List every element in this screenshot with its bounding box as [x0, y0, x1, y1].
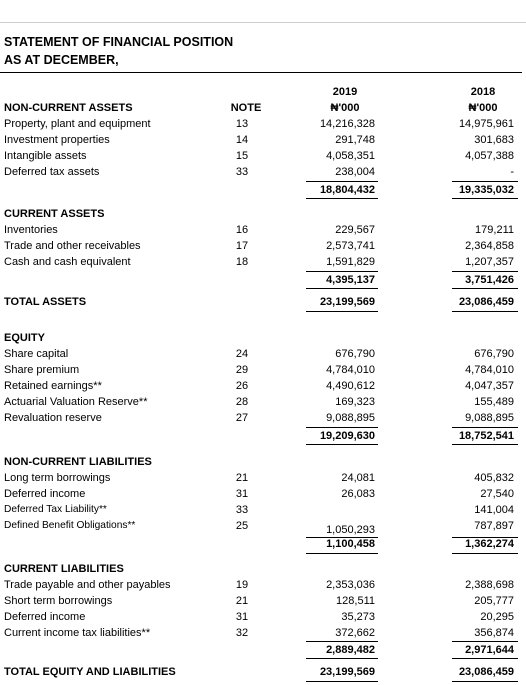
value-2019: 291,748: [335, 134, 375, 146]
value-2019: 169,323: [335, 396, 375, 408]
table-row: [0, 518, 526, 534]
value-2019: 9,088,895: [326, 412, 375, 424]
row-note: 25: [235, 520, 249, 532]
value-2018: 4,784,010: [465, 364, 514, 376]
row-note: 26: [235, 380, 249, 392]
subtotal-2019: 2,889,482: [326, 644, 375, 656]
value-2018: 787,897: [474, 520, 514, 532]
value-2018: 27,540: [480, 488, 514, 500]
row-note: 19: [235, 579, 249, 591]
total-equity-liabilities-2018: 23,086,459: [458, 666, 514, 678]
row-note: 14: [235, 134, 249, 146]
total-underline: [452, 553, 518, 554]
total-underline: [306, 681, 378, 682]
subtotal-2018: 1,362,274: [465, 538, 514, 550]
value-2018: 405,832: [474, 472, 514, 484]
row-label: Inventories: [4, 224, 58, 236]
table-row: [0, 148, 526, 164]
row-note: 29: [235, 364, 249, 376]
row-label: Revaluation reserve: [4, 412, 102, 424]
total-underline: [306, 198, 378, 199]
row-label: Trade payable and other payables: [4, 579, 171, 591]
value-2019: 1,050,293: [326, 524, 375, 536]
row-label: Deferred income: [4, 488, 86, 500]
value-2018: 2,364,858: [465, 240, 514, 252]
year-2018-header: 2018: [470, 86, 496, 98]
value-2018: 2,388,698: [465, 579, 514, 591]
total-underline: [306, 444, 378, 445]
subtotal-row: [0, 642, 526, 658]
subtotal-2018: 3,751,426: [465, 274, 514, 286]
value-2018: 301,683: [474, 134, 514, 146]
total-underline: [452, 658, 518, 659]
subtotal-row: [0, 272, 526, 288]
total-underline: [452, 198, 518, 199]
value-2019: 14,216,328: [319, 118, 375, 130]
table-row: [0, 116, 526, 132]
table-row: [0, 378, 526, 394]
row-label: Trade and other receivables: [4, 240, 141, 252]
row-note: 18: [235, 256, 249, 268]
value-2019: 35,273: [341, 611, 375, 623]
row-note: 28: [235, 396, 249, 408]
row-note: 33: [235, 504, 249, 516]
row-label: Cash and cash equivalent: [4, 256, 131, 268]
value-2018: 676,790: [474, 348, 514, 360]
row-label: Intangible assets: [4, 150, 87, 162]
row-note: 33: [235, 166, 249, 178]
table-row: [0, 132, 526, 148]
subtotal-row: [0, 182, 526, 198]
title-underline: [0, 72, 522, 73]
row-label: Deferred income: [4, 611, 86, 623]
unit-header-row: [0, 100, 526, 116]
total-underline: [306, 288, 378, 289]
value-2018: 1,207,357: [465, 256, 514, 268]
table-row: [0, 254, 526, 270]
value-2018: 179,211: [475, 224, 514, 236]
row-note: 24: [235, 348, 249, 360]
section-heading-current-liabilities: CURRENT LIABILITIES: [4, 563, 124, 575]
value-2018: 4,057,388: [465, 150, 514, 162]
row-label: Share premium: [4, 364, 80, 376]
value-2019: 238,004: [335, 166, 375, 178]
table-row: [0, 346, 526, 362]
row-label: Investment properties: [4, 134, 110, 146]
section-heading-row: [0, 561, 526, 577]
total-equity-liabilities-2019: 23,199,569: [319, 666, 375, 678]
value-2018: 14,975,961: [458, 118, 514, 130]
value-2019: 2,353,036: [326, 579, 375, 591]
total-underline: [306, 311, 378, 312]
row-note: 15: [235, 150, 249, 162]
table-row: [0, 394, 526, 410]
note-column-header: NOTE: [230, 102, 262, 114]
row-note: 27: [235, 412, 249, 424]
row-label: Actuarial Valuation Reserve**: [4, 396, 148, 408]
total-underline: [306, 658, 378, 659]
value-2018: 20,295: [480, 611, 514, 623]
value-2018: 4,047,357: [465, 380, 514, 392]
subtotal-2019: 19,209,630: [319, 430, 375, 442]
table-row: [0, 625, 526, 641]
table-row: [0, 164, 526, 180]
row-label: Deferred Tax Liability**: [4, 504, 107, 515]
table-row: [0, 470, 526, 486]
value-2019: 1,591,829: [326, 256, 375, 268]
total-assets-2019: 23,199,569: [319, 296, 375, 308]
table-row: [0, 502, 526, 518]
total-underline: [452, 681, 518, 682]
section-heading-current-assets: CURRENT ASSETS: [4, 208, 105, 220]
total-underline: [452, 311, 518, 312]
table-row: [0, 410, 526, 426]
section-heading-row: [0, 454, 526, 470]
section-heading-non-current-assets: NON-CURRENT ASSETS: [4, 102, 133, 114]
row-label: Short term borrowings: [4, 595, 113, 607]
section-heading-row: [0, 330, 526, 346]
value-2019: 4,784,010: [326, 364, 375, 376]
row-note: 13: [235, 118, 249, 130]
subtotal-row: [0, 428, 526, 444]
total-equity-liabilities-label: TOTAL EQUITY AND LIABILITIES: [4, 666, 176, 678]
row-label: Property, plant and equipment: [4, 118, 151, 130]
value-2019: 24,081: [341, 472, 375, 484]
subtotal-2018: 18,752,541: [458, 430, 514, 442]
table-row: [0, 362, 526, 378]
value-2019: 26,083: [341, 488, 375, 500]
value-2018: 205,777: [474, 595, 514, 607]
table-row: [0, 593, 526, 609]
section-heading-non-current-liabilities: NON-CURRENT LIABILITIES: [4, 456, 152, 468]
table-row: [0, 238, 526, 254]
row-note: 32: [235, 627, 249, 639]
value-2018: 9,088,895: [465, 412, 514, 424]
statement-subtitle: AS AT DECEMBER,: [4, 53, 119, 67]
subtotal-2019: 1,100,458: [326, 538, 375, 550]
table-row: [0, 486, 526, 502]
value-2019: 128,511: [336, 595, 375, 607]
value-2018: -: [510, 166, 514, 178]
total-assets-label: TOTAL ASSETS: [4, 296, 87, 308]
value-2019: 229,567: [335, 224, 375, 236]
subtotal-2019: 4,395,137: [326, 274, 375, 286]
value-2019: 4,490,612: [326, 380, 375, 392]
table-row: [0, 222, 526, 238]
row-note: 31: [235, 611, 249, 623]
total-assets-row: [0, 294, 526, 310]
section-heading-equity: EQUITY: [4, 332, 45, 344]
total-underline: [306, 553, 378, 554]
section-heading-row: [0, 206, 526, 222]
subtotal-2018: 19,335,032: [458, 184, 514, 196]
value-2018: 141,004: [474, 504, 514, 516]
row-note: 21: [235, 472, 249, 484]
row-label: Share capital: [4, 348, 69, 360]
row-note: 17: [235, 240, 249, 252]
row-note: 16: [235, 224, 249, 236]
row-label: Deferred tax assets: [4, 166, 100, 178]
value-2019: 2,573,741: [326, 240, 375, 252]
row-note: 31: [235, 488, 249, 500]
year-2019-header: 2019: [332, 86, 358, 98]
value-2019: 372,662: [335, 627, 375, 639]
row-label: Long term borrowings: [4, 472, 111, 484]
year-header-row: [0, 84, 526, 100]
row-note: 21: [235, 595, 249, 607]
subtotal-2019: 18,804,432: [319, 184, 375, 196]
value-2019: 4,058,351: [326, 150, 375, 162]
subtotal-2018: 2,971,644: [465, 644, 514, 656]
total-assets-2018: 23,086,459: [458, 296, 514, 308]
unit-2019-header: ₦'000: [330, 102, 360, 114]
total-underline: [452, 444, 518, 445]
table-row: [0, 609, 526, 625]
row-label: Current income tax liabilities**: [4, 627, 151, 639]
value-2018: 155,489: [474, 396, 514, 408]
value-2019: 676,790: [335, 348, 375, 360]
table-row: [0, 577, 526, 593]
statement-title: STATEMENT OF FINANCIAL POSITION: [4, 35, 234, 49]
total-underline: [452, 288, 518, 289]
unit-2018-header: ₦'000: [468, 102, 498, 114]
value-2018: 356,874: [474, 627, 514, 639]
row-label: Retained earnings**: [4, 380, 102, 392]
top-divider: [0, 22, 526, 23]
subtotal-row: [0, 536, 526, 552]
total-equity-liabilities-row: [0, 664, 526, 680]
row-label: Defined Benefit Obligations**: [4, 520, 136, 531]
